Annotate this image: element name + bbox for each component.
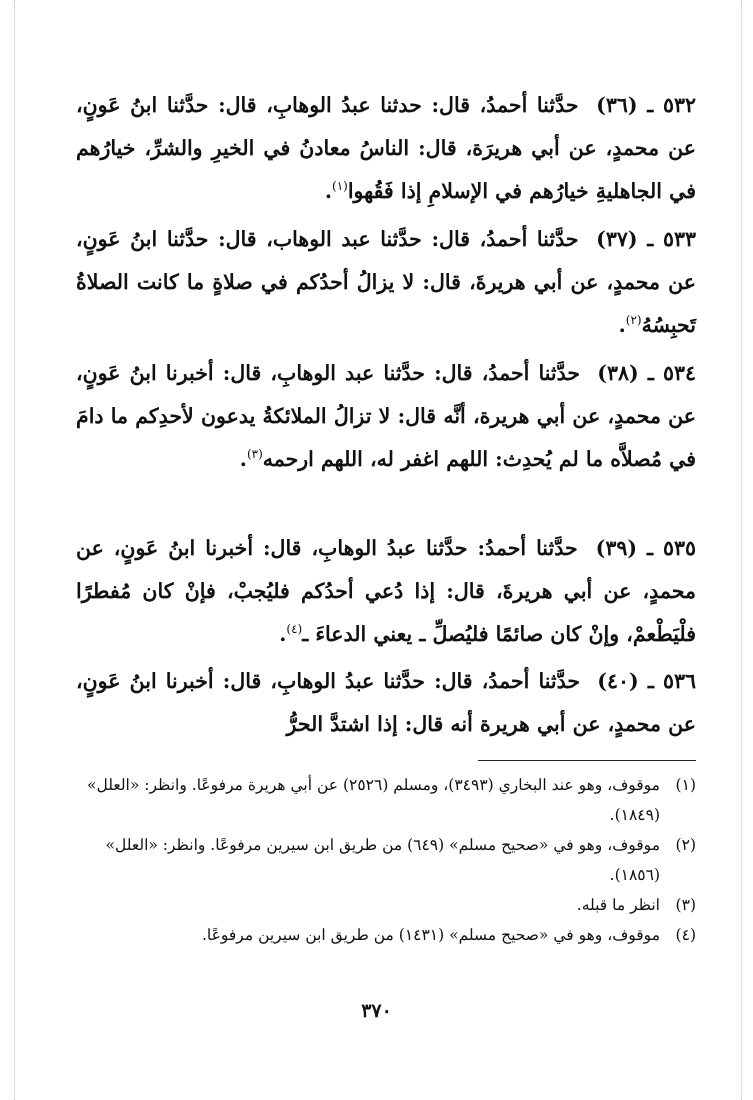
footnote-3 bbox=[76, 890, 696, 920]
hadith-text: حدَّثنا أحمدُ، قال: حدَّثنا عبدُ الوهابِ، قال: أخبرنا ابنُ عَونٍ، عن محمدٍ، عن أبي هريرة أنه قال: إذا اشتدَّ الحرُّ bbox=[76, 669, 696, 736]
footnote-separator bbox=[478, 760, 696, 761]
page-number: ٣٧٠ bbox=[361, 1000, 392, 1022]
footnote-text: موقوف، وهو عند البخاري (٣٤٩٣)، ومسلم (٢٥٢٦) عن أبي هريرة مرفوعًا. وانظر: «العلل» (١٨٤٩). bbox=[86, 776, 660, 824]
footnote-text: موقوف، وهو في «صحيح مسلم» (١٤٣١) من طريق ابن سيرين مرفوعًا. bbox=[201, 926, 660, 944]
hadith-532 bbox=[76, 84, 696, 213]
hadith-534 bbox=[76, 352, 696, 481]
footnote-number: (٤) bbox=[675, 926, 696, 944]
hadith-end: . bbox=[324, 179, 332, 203]
hadith-533 bbox=[76, 218, 696, 347]
footnote-number: (١) bbox=[675, 776, 696, 794]
hadith-text: حدَّثنا أحمدُ، قال: حدَّثنا عبد الوهابِ، قال: أخبرنا ابنُ عَونٍ، عن محمدٍ، عن أبي هريرة، أنَّه قال: لا تزالُ الملائكةُ يدعون لأحدِكم ما دامَ في مُصلاَّه ما لم يُحدِث: اللهم اغفر له، اللهم ارحمه bbox=[76, 361, 696, 471]
hadith-number: ٥٣٣ ـ (٣٧) bbox=[596, 227, 696, 251]
hadith-text: حدَّثنا أحمدُ، قال: حدثنا عبدُ الوهابِ، قال: حدَّثنا ابنُ عَونٍ، عن محمدٍ، عن أبي هريرَة، قال: الناسُ معادنُ في الخيرِ والشرِّ، خيارُهم في الجاهليةِ خيارُهم في الإسلامِ إذا فَقُهوا bbox=[76, 93, 696, 203]
footnote-reference[interactable]: (٣) bbox=[246, 447, 263, 462]
footnote-number: (٣) bbox=[675, 896, 696, 914]
hadith-paragraph bbox=[76, 218, 696, 347]
hadith-end: . bbox=[239, 447, 247, 471]
hadith-end: . bbox=[279, 622, 287, 646]
hadith-number: ٥٣٥ ـ (٣٩) bbox=[595, 536, 697, 560]
footnote-reference[interactable]: (١) bbox=[332, 179, 348, 194]
page-edge-left bbox=[14, 0, 15, 1100]
footnote-number: (٢) bbox=[675, 836, 696, 854]
hadith-number: ٥٣٢ ـ (٣٦) bbox=[596, 93, 696, 117]
hadith-text: حدَّثنا أحمدُ، قال: حدَّثنا عبد الوهاب، قال: حدَّثنا ابنُ عَونٍ، عن محمدٍ، عن أبي هريرةَ، قال: لا يزالُ أحدُكم في صلاةٍ ما كانت الصلاةُ تَحبِسُهُ bbox=[76, 227, 696, 337]
footnote-text: انظر ما قبله. bbox=[576, 896, 660, 914]
footnote-4 bbox=[76, 920, 696, 950]
footnote-2 bbox=[76, 830, 696, 890]
hadith-paragraph bbox=[76, 527, 696, 656]
footnote-reference[interactable]: (٢) bbox=[625, 313, 642, 328]
footnote-1 bbox=[76, 770, 696, 830]
hadith-paragraph bbox=[76, 84, 696, 213]
hadith-number: ٥٣٦ ـ (٤٠) bbox=[597, 669, 697, 693]
footnote-reference[interactable]: (٤) bbox=[286, 622, 303, 637]
hadith-paragraph bbox=[76, 352, 696, 481]
footnotes-section bbox=[76, 770, 696, 950]
hadith-536 bbox=[76, 660, 696, 746]
hadith-535 bbox=[76, 527, 696, 656]
page-edge-right bbox=[741, 0, 742, 1100]
hadith-paragraph bbox=[76, 660, 696, 746]
hadith-end: . bbox=[618, 313, 626, 337]
hadith-number: ٥٣٤ ـ (٣٨) bbox=[597, 361, 697, 385]
footnote-text: موقوف، وهو في «صحيح مسلم» (٦٤٩) من طريق ابن سيرين مرفوعًا. وانظر: «العلل» (١٨٥٦). bbox=[105, 836, 660, 884]
hadith-text: حدَّثنا أحمدُ: حدَّثنا عبدُ الوهابِ، قال: أخبرنا ابنُ عَونٍ، عن محمدٍ، عن أبي هريرةَ، قال: إذا دُعي أحدُكم فليُجبْ، فإنْ كان مُفطرًا فلْيَطْعمْ، وإنْ كان صائمًا فليُصلِّ ـ يعني الدعاءَ ـ bbox=[76, 536, 696, 646]
